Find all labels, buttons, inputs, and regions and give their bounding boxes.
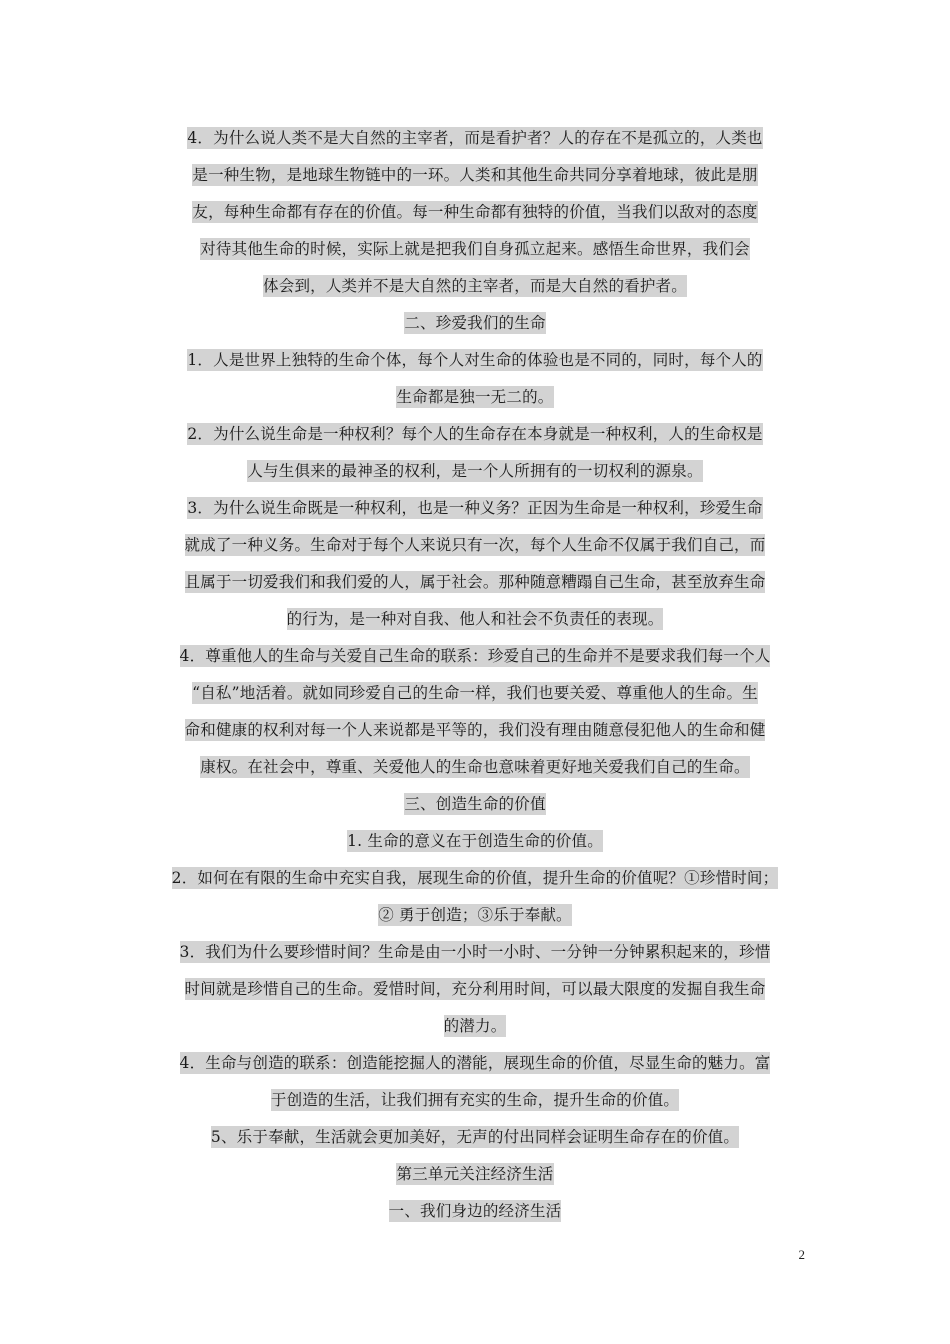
text-line-content: 1. 生命的意义在于创造生命的价值。	[347, 832, 603, 850]
text-line	[140, 638, 810, 675]
section-heading	[140, 305, 810, 342]
text-line-content: 4．尊重他人的生命与关爱自己生命的联系：珍爱自己的生命并不是要求我们每一个人	[179, 647, 771, 665]
text-line	[140, 823, 810, 860]
unit-heading	[140, 1156, 810, 1193]
text-line	[140, 527, 810, 564]
text-line	[140, 416, 810, 453]
text-line	[140, 194, 810, 231]
section-heading	[140, 1193, 810, 1230]
text-line-content: 康权。在社会中，尊重、关爱他人的生命也意味着更好地关爱我们自己的生命。	[200, 758, 750, 776]
text-line-content: 就成了一种义务。生命对于每个人来说只有一次，每个人生命不仅属于我们自己，而	[184, 536, 766, 554]
text-line	[140, 1008, 810, 1045]
text-line	[140, 342, 810, 379]
text-line-content: 5、乐于奉献，生活就会更加美好，无声的付出同样会证明生命存在的价值。	[210, 1128, 740, 1146]
text-line-content: 1．人是世界上独特的生命个体，每个人对生命的体验也是不同的，同时，每个人的	[187, 351, 763, 369]
text-line-content: 3．为什么说生命既是一种权利，也是一种义务？正因为生命是一种权利，珍爱生命	[187, 499, 763, 517]
section-heading-text: 一、我们身边的经济生活	[388, 1202, 562, 1220]
text-line-content: 友，每种生命都有存在的价值。每一种生命都有独特的价值，当我们以敌对的态度	[192, 203, 758, 221]
text-line-content: 对待其他生命的时候，实际上就是把我们自身孤立起来。感悟生命世界，我们会	[200, 240, 750, 258]
text-line	[140, 490, 810, 527]
text-line	[140, 712, 810, 749]
text-line-content: 命和健康的权利对每一个人来说都是平等的，我们没有理由随意侵犯他人的生命和健	[184, 721, 766, 739]
document-body	[140, 120, 810, 1230]
text-line	[140, 1082, 810, 1119]
page-number: 2	[798, 1247, 805, 1262]
text-line-content: 2．为什么说生命是一种权利？每个人的生命存在本身就是一种权利，人的生命权是	[187, 425, 763, 443]
text-line	[140, 601, 810, 638]
text-line-content: 2．如何在有限的生命中充实自我，展现生命的价值，提升生命的价值呢？①珍惜时间；	[171, 869, 779, 887]
text-line	[140, 1045, 810, 1082]
text-line	[140, 453, 810, 490]
text-line	[140, 157, 810, 194]
section-heading-text: 二、珍爱我们的生命	[404, 314, 546, 332]
text-line	[140, 749, 810, 786]
section-heading	[140, 786, 810, 823]
text-line-content: 的行为，是一种对自我、他人和社会不负责任的表现。	[286, 610, 664, 628]
text-line-content: 的潜力。	[443, 1017, 507, 1035]
text-line-content: 生命都是独一无二的。	[396, 388, 554, 406]
text-line	[140, 860, 810, 897]
text-line	[140, 934, 810, 971]
text-line	[140, 120, 810, 157]
text-line-content: 4．生命与创造的联系：创造能挖掘人的潜能，展现生命的价值，尽显生命的魅力。富	[179, 1054, 771, 1072]
text-line-content: 且属于一切爱我们和我们爱的人，属于社会。那种随意糟蹋自己生命，甚至放弃生命	[184, 573, 766, 591]
text-line-content: “自私”地活着。就如同珍爱自己的生命一样，我们也要关爱、尊重他人的生命。生	[192, 684, 758, 702]
text-line-content: 是一种生物，是地球生物链中的一环。人类和其他生命共同分享着地球，彼此是朋	[192, 166, 758, 184]
section-heading-text: 三、创造生命的价值	[404, 795, 546, 813]
text-line	[140, 897, 810, 934]
text-line	[140, 564, 810, 601]
text-line-content: 体会到，人类并不是大自然的主宰者，而是大自然的看护者。	[263, 277, 687, 295]
text-line	[140, 675, 810, 712]
text-line-content: 于创造的生活，让我们拥有充实的生命，提升生命的价值。	[270, 1091, 680, 1109]
unit-heading-text: 第三单元关注经济生活	[396, 1165, 554, 1183]
text-line-content: 人与生俱来的最神圣的权利，是一个人所拥有的一切权利的源泉。	[247, 462, 703, 480]
text-line-content: 4．为什么说人类不是大自然的主宰者，而是看护者？人的存在不是孤立的，人类也	[187, 129, 763, 147]
text-line-content: ② 勇于创造；③乐于奉献。	[378, 906, 572, 924]
text-line	[140, 1119, 810, 1156]
text-line	[140, 268, 810, 305]
text-line-content: 3．我们为什么要珍惜时间？生命是由一小时一小时、一分钟一分钟累积起来的，珍惜	[179, 943, 771, 961]
text-line	[140, 379, 810, 416]
text-line	[140, 231, 810, 268]
text-line-content: 时间就是珍惜自己的生命。爱惜时间，充分利用时间，可以最大限度的发掘自我生命	[184, 980, 766, 998]
text-line	[140, 971, 810, 1008]
